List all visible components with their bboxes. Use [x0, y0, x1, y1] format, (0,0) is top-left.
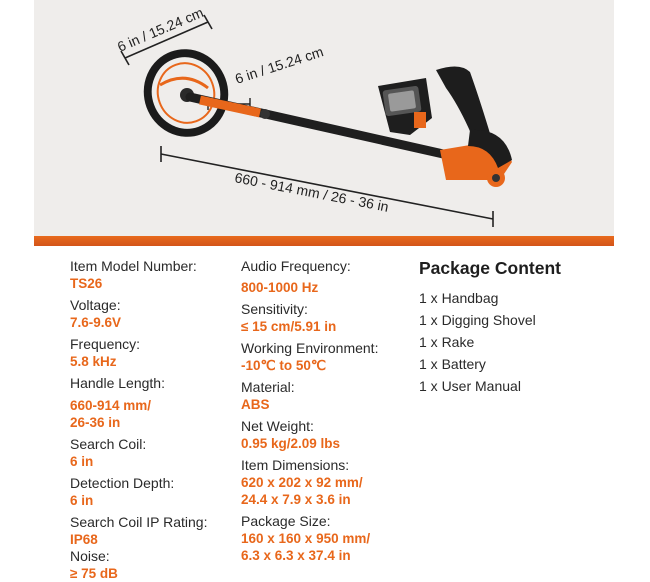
search-coil — [137, 42, 236, 143]
dim-coil-top-label: 6 in / 15.24 cm — [114, 4, 206, 55]
spec-handle-length — [70, 375, 235, 431]
spec-value: 660-914 mm/ 26-36 in — [70, 398, 152, 430]
spec-label: Net Weight: — [241, 418, 314, 434]
spec-value: 0.95 kg/2.09 lbs — [241, 436, 341, 451]
spec-package-size — [241, 513, 411, 564]
spec-value: -10℃ to 50℃ — [241, 358, 327, 373]
dim-length-label: 660 - 914 mm / 26 - 36 in — [233, 169, 391, 215]
spec-item-dimensions — [241, 457, 411, 508]
spec-frequency — [70, 336, 235, 370]
spec-working-environment — [241, 340, 411, 374]
spec-value: ≤ 15 cm/5.91 in — [241, 319, 337, 334]
spec-label: Package Size: — [241, 513, 331, 529]
spec-label: Item Model Number: — [70, 258, 197, 274]
spec-label: Item Dimensions: — [241, 457, 350, 473]
spec-value: 800-1000 Hz — [241, 280, 319, 295]
spec-ip-rating — [70, 514, 235, 548]
spec-search-coil — [70, 436, 235, 470]
package-item: 1 x Handbag — [419, 290, 499, 306]
spec-value: 6 in — [70, 493, 94, 508]
metal-detector-illustration — [0, 0, 650, 250]
spec-value: 160 x 160 x 950 mm/ 6.3 x 6.3 x 37.4 in — [241, 531, 371, 563]
detector-handle — [436, 66, 512, 187]
spec-value: 7.6-9.6V — [70, 315, 122, 330]
spec-material — [241, 379, 411, 413]
spec-label: Noise: — [70, 548, 110, 564]
spec-label: Material: — [241, 379, 295, 395]
spec-sensitivity — [241, 301, 411, 335]
spec-value: 620 x 202 x 92 mm/ 24.4 x 7.9 x 3.6 in — [241, 475, 363, 507]
spec-label: Audio Frequency: — [241, 258, 351, 274]
spec-value: ABS — [241, 397, 270, 412]
dim-coil-side-label: 6 in / 15.24 cm — [232, 43, 326, 87]
spec-value: TS26 — [70, 276, 103, 291]
package-content — [419, 258, 619, 397]
spec-label: Voltage: — [70, 297, 121, 313]
spec-model — [70, 258, 235, 292]
package-item: 1 x Digging Shovel — [419, 312, 536, 328]
specs-column-right — [241, 258, 411, 564]
spec-label: Detection Depth: — [70, 475, 175, 491]
spec-audio-frequency — [241, 258, 411, 296]
spec-noise — [70, 548, 235, 582]
spec-label: Handle Length: — [70, 375, 165, 391]
spec-value: 6 in — [70, 454, 94, 469]
spec-voltage — [70, 297, 235, 331]
spec-value: IP68 — [70, 532, 98, 547]
spec-label: Search Coil IP Rating: — [70, 514, 208, 530]
spec-label: Search Coil: — [70, 436, 147, 452]
spec-label: Sensitivity: — [241, 301, 308, 317]
package-content-title: Package Content — [419, 258, 561, 278]
package-item: 1 x User Manual — [419, 378, 521, 394]
specs-column-left — [70, 258, 235, 582]
package-item: 1 x Battery — [419, 356, 486, 372]
spec-value: ≥ 75 dB — [70, 566, 118, 581]
spec-label: Working Environment: — [241, 340, 379, 356]
control-box — [378, 78, 432, 135]
spec-detection-depth — [70, 475, 235, 509]
spec-label: Frequency: — [70, 336, 141, 352]
package-item: 1 x Rake — [419, 334, 475, 350]
spec-value: 5.8 kHz — [70, 354, 117, 369]
spec-net-weight — [241, 418, 411, 452]
